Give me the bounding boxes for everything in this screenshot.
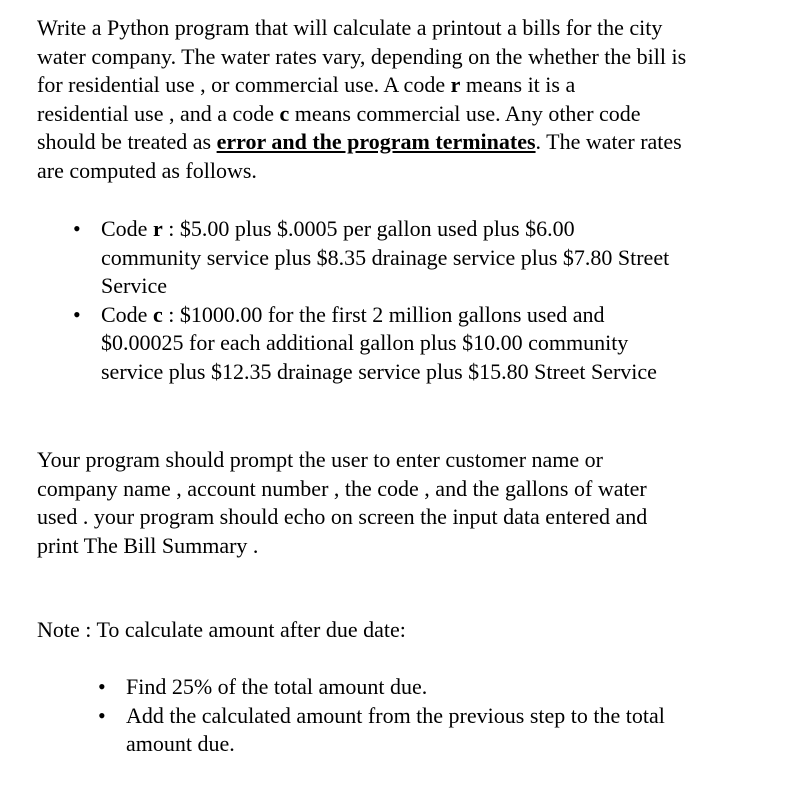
intro-text: for residential use , or commercial use. A code — [37, 72, 451, 98]
intro-text: . The water rates — [535, 129, 682, 155]
rate-text: : $1000.00 for the first 2 million gallons used and — [162, 301, 605, 327]
rate-code: r — [152, 216, 163, 241]
rate-line: community service plus $8.35 drainage service plus $7.80 Street — [101, 244, 670, 270]
note-list — [98, 673, 758, 759]
rate-prefix: Code — [101, 301, 153, 327]
rate-line: service plus $12.35 drainage service plus $15.80 Street Service — [101, 358, 657, 384]
note-line: Add the calculated amount from the previous step to the total — [126, 702, 665, 728]
code-r-label: r — [450, 72, 461, 98]
intro-line: water company. The water rates vary, depending on the whether the bill is — [37, 43, 687, 69]
prompt-line: company name , account number , the code , and the gallons of water — [37, 475, 647, 501]
rate-code: c — [152, 301, 163, 327]
prompt-line: Your program should prompt the user to enter customer name or — [37, 447, 603, 472]
note-line: Find 25% of the total amount due. — [126, 674, 428, 699]
note-item — [98, 702, 758, 759]
intro-line — [37, 71, 782, 100]
intro-text: should be treated as — [37, 129, 217, 155]
intro-text: means it is a — [460, 72, 576, 98]
intro-line: are computed as follows. — [37, 157, 257, 183]
intro-line: Write a Python program that will calculate a printout a bills for the city — [37, 15, 663, 40]
note-item — [98, 673, 758, 702]
emphasis-text: error and the program terminates — [216, 129, 536, 155]
intro-line — [37, 128, 782, 157]
intro-text: residential use , and a code — [37, 100, 280, 126]
note-line: amount due. — [126, 731, 235, 757]
rate-prefix: Code — [101, 216, 153, 241]
bullet-icon: • — [73, 216, 81, 241]
rate-item-r — [73, 215, 773, 301]
rate-text: : $5.00 plus $.0005 per gallon used plus $6.00 — [162, 216, 575, 241]
rate-line — [101, 301, 773, 330]
rate-item-c — [73, 301, 773, 387]
code-c-label: c — [279, 100, 290, 126]
bullet-icon: • — [98, 674, 106, 699]
rates-list — [73, 215, 773, 387]
bullet-icon: • — [98, 702, 106, 728]
prompt-line: used . your program should echo on screen the input data entered and — [37, 504, 648, 530]
intro-text: means commercial use. Any other code — [289, 100, 641, 126]
prompt-line: print The Bill Summary . — [37, 532, 259, 558]
intro-paragraph — [37, 14, 782, 186]
bullet-icon: • — [73, 301, 81, 327]
rate-line — [101, 215, 773, 244]
note-heading: Note : To calculate amount after due date: — [37, 617, 406, 642]
intro-line — [37, 100, 782, 129]
rate-line: $0.00025 for each additional gallon plus $10.00 community — [101, 330, 629, 356]
prompt-paragraph — [37, 446, 782, 560]
rate-line: Service — [101, 273, 167, 299]
